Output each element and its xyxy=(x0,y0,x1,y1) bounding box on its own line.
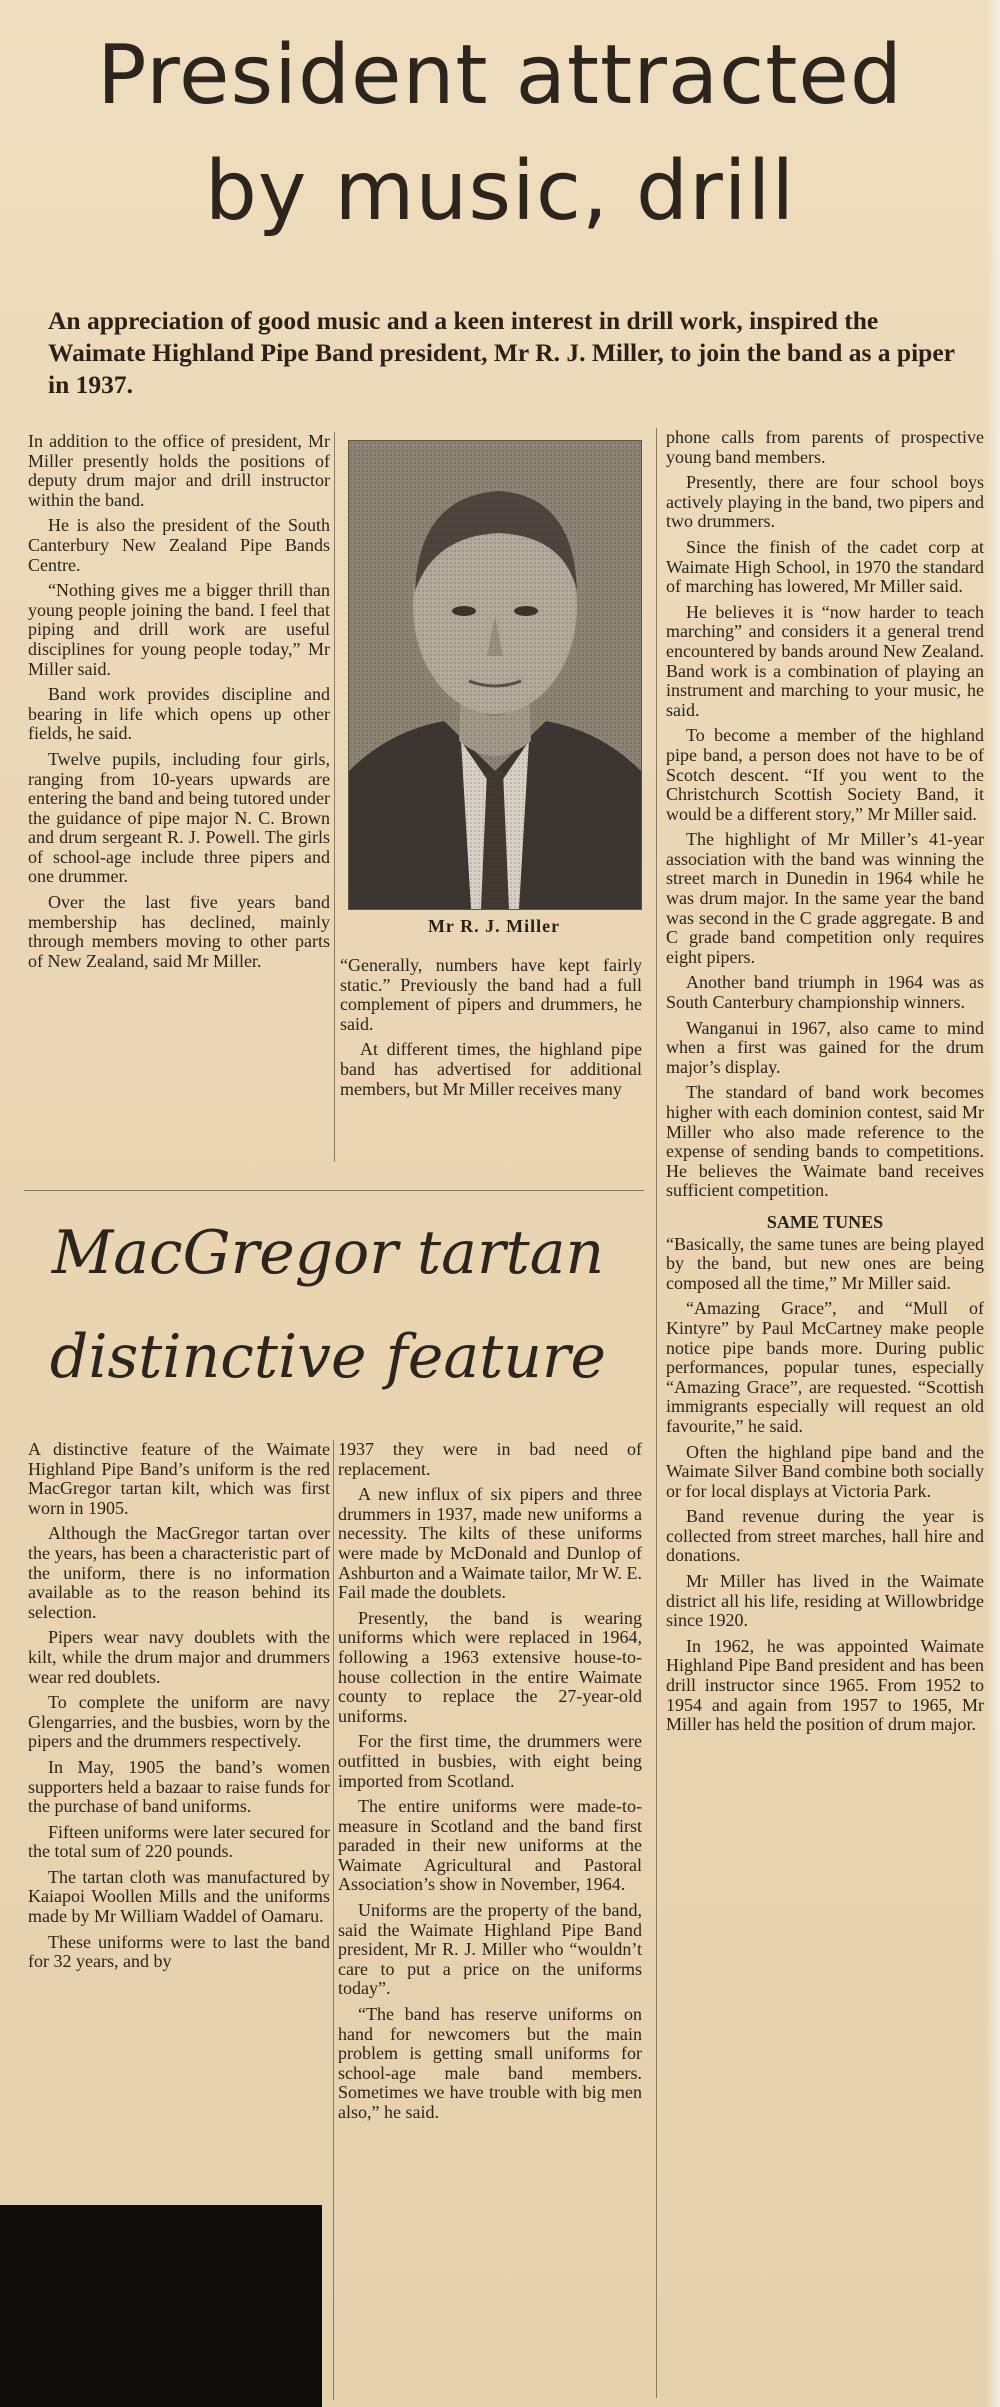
column-rule-1 xyxy=(334,432,335,1162)
paragraph: These uniforms were to last the band for 32 years, and by xyxy=(28,1931,330,1972)
headline-line-2: by music, drill xyxy=(204,144,796,239)
headline-line-1: President attracted xyxy=(97,28,903,123)
paragraph: Band revenue during the year is collected from street marches, hall hire and donations. xyxy=(666,1506,984,1566)
paragraph: “Generally, numbers have kept fairly static.” Previously the band had a full complement of pipers and drummers, he said. xyxy=(340,955,642,1034)
subhead-line-2: distinctive feature xyxy=(49,1322,607,1392)
paragraph: Fifteen uniforms were later secured for the total sum of 220 pounds. xyxy=(28,1821,330,1862)
column-1-bottom xyxy=(28,1440,330,1978)
paragraph: At different times, the highland pipe band has advertised for additional members, but Mr Miller receives many xyxy=(340,1039,642,1099)
paragraph: “Nothing gives me a bigger thrill than young people joining the band. I feel that piping and drill work are useful disciplines for young people today,” Mr Miller said. xyxy=(28,580,330,679)
column-1-top xyxy=(28,432,330,977)
same-tunes-subhead: SAME TUNES xyxy=(766,1211,884,1232)
paragraph: In May, 1905 the band’s women supporters held a bazaar to raise funds for the purchase of band uniforms. xyxy=(28,1756,330,1817)
paragraph: To become a member of the highland pipe band, a person does not have to be of Scotch descent. “If you went to the Christchurch Scottish Society Band, it would be a different story,” Mr Miller said. xyxy=(666,725,984,824)
paper-edge xyxy=(986,0,1000,2407)
paragraph: For the first time, the drummers were outfitted in busbies, with eight being imported from Scotland. xyxy=(338,1731,642,1791)
black-background-corner xyxy=(0,2205,322,2407)
column-rule-3 xyxy=(333,1440,334,2400)
paragraph: Presently, there are four school boys actively playing in the band, two pipers and two drummers. xyxy=(666,472,984,532)
section-rule xyxy=(24,1190,644,1191)
paragraph: The standard of band work becomes higher with each dominion contest, said Mr Miller who also made reference to the expense of sending bands to competitions. He believes the Waimate band receives sufficient competition. xyxy=(666,1082,984,1201)
paragraph: 1937 they were in bad need of replacement. xyxy=(338,1439,642,1479)
paragraph: A new influx of six pipers and three drummers in 1937, made new uniforms a necessity. The kilts of these uniforms were made by McDonald and Dunlop of Ashburton and a Waimate tailor, Mr W. E. Fail made the doublets. xyxy=(338,1484,642,1603)
photo-caption: Mr R. J. Miller xyxy=(427,916,561,936)
paragraph: Presently, the band is wearing uniforms which were replaced in 1964, following a 1963 extensive house-to-house collection in the entire Waimate county to replace the 27-year-old uniforms. xyxy=(338,1607,642,1726)
paragraph: The tartan cloth was manufactured by Kaiapoi Woollen Mills and the uniforms made by Mr William Waddel of Oamaru. xyxy=(28,1866,330,1927)
headline xyxy=(20,18,980,250)
paragraph: “Basically, the same tunes are being played by the band, but new ones are being composed all the time,” Mr Miller said. xyxy=(666,1233,984,1293)
column-rule-2 xyxy=(656,428,657,2398)
portrait-image xyxy=(349,441,641,909)
paragraph: “The band has reserve uniforms on hand for newcomers but the main problem is getting small uniforms for school-age male band members. Sometimes we have trouble with big men also,” he said. xyxy=(338,2004,642,2122)
paragraph: He is also the president of the South Canterbury New Zealand Pipe Bands Centre. xyxy=(28,515,330,575)
paragraph: Mr Miller has lived in the Waimate district all his life, residing at Willowbridge since 1920. xyxy=(666,1571,984,1631)
column-3 xyxy=(666,428,984,1741)
column-2-bottom xyxy=(338,1440,642,2129)
column-3-part-a xyxy=(666,428,984,1201)
paragraph: Although the MacGregor tartan over the years, has been a characteristic part of the uniform, there is no information available as to the reason behind its selection. xyxy=(28,1523,330,1622)
paragraph: “Amazing Grace”, and “Mull of Kintyre” by Paul McCartney make people notice pipe bands more. During public performances, popular tunes, especially “Amazing Grace”, are requested. “Scottish immigrants especially will request an old favourite,” he said. xyxy=(666,1298,984,1436)
paragraph: A distinctive feature of the Waimate Highland Pipe Band’s uniform is the red MacGregor tartan kilt, which was first worn in 1905. xyxy=(28,1439,330,1518)
paragraph: Uniforms are the property of the band, said the Waimate Highland Pipe Band president, Mr R. J. Miller who “wouldn’t care to put a price on the uniforms today”. xyxy=(338,1900,642,1999)
subhead-line-1: MacGregor tartan xyxy=(51,1218,605,1288)
paragraph: Over the last five years band membership has declined, mainly through members moving to other parts of New Zealand, said Mr Miller. xyxy=(28,892,330,971)
paragraph: In addition to the office of president, Mr Miller presently holds the positions of deputy drum major and drill instructor within the band. xyxy=(28,431,330,510)
paragraph: In 1962, he was appointed Waimate Highland Pipe Band president and has been drill instructor since 1965. From 1952 to 1954 and again from 1957 to 1965, Mr Miller has held the position of drum major. xyxy=(666,1635,984,1735)
paragraph: The highlight of Mr Miller’s 41-year association with the band was winning the street march in Dunedin in 1964 while he was drum major. In the same year the band was second in the C grade aggregate. B and C grade band competition only requires eight pipers. xyxy=(666,829,984,967)
paragraph: To complete the uniform are navy Glengarries, and the busbies, worn by the pipers and the drummers respectively. xyxy=(28,1692,330,1752)
paragraph: The entire uniforms were made-to-measure in Scotland and the band first paraded in their new uniforms at the Waimate Agricultural and Pastoral Association’s show in November, 1964. xyxy=(338,1796,642,1895)
paragraph: Often the highland pipe band and the Waimate Silver Band combine both socially or for local displays at Victoria Park. xyxy=(666,1441,984,1501)
paragraph: Another band triumph in 1964 was as South Canterbury championship winners. xyxy=(666,972,984,1013)
paragraph: Wanganui in 1967, also came to mind when a first was gained for the drum major’s display. xyxy=(666,1017,984,1077)
article-deck: An appreciation of good music and a keen interest in drill work, inspired the Waimate Highland Pipe Band president, Mr R. J. Miller, to join the band as a piper in 1937. xyxy=(48,306,955,399)
paragraph: Band work provides discipline and bearing in life which opens up other fields, he said. xyxy=(28,684,330,744)
paragraph: Twelve pupils, including four girls, ranging from 10-years upwards are entering the band and being tutored under the guidance of pipe major N. C. Brown and drum sergeant R. J. Powell. The girls of school-age include three pipers and one drummer. xyxy=(28,748,330,887)
column-3-part-b xyxy=(666,1235,984,1735)
paragraph: Since the finish of the cadet corp at Waimate High School, in 1970 the standard of marching has lowered, Mr Miller said. xyxy=(666,536,984,597)
portrait-photo xyxy=(348,440,642,910)
paragraph: Pipers wear navy doublets with the kilt, while the drum major and drummers wear red doublets. xyxy=(28,1627,330,1687)
paragraph: phone calls from parents of prospective young band members. xyxy=(666,427,984,467)
column-2-top xyxy=(340,956,642,1105)
paragraph: He believes it is “now harder to teach marching” and considers it a general trend encountered by bands around New Zealand. Band work is a combination of playing an instrument and marching to your music, he said. xyxy=(666,601,984,720)
